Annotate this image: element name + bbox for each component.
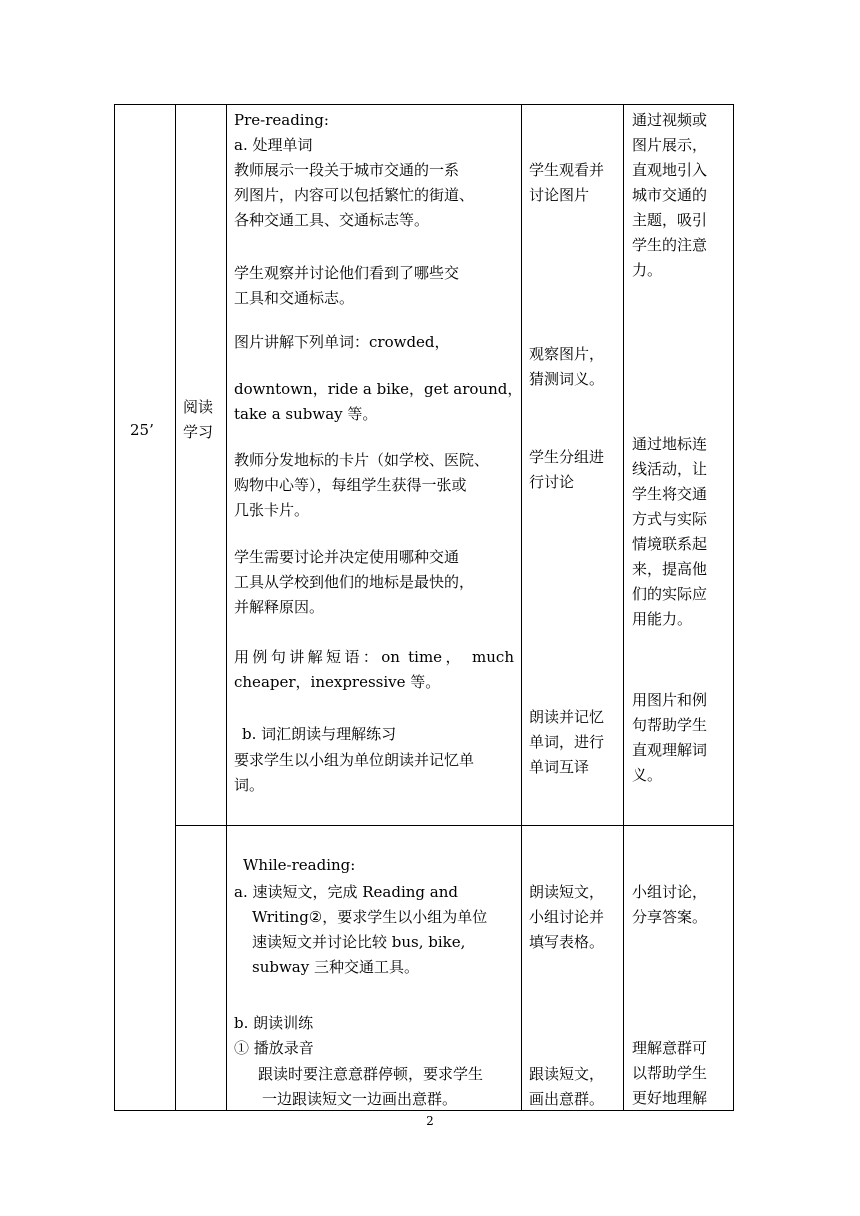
student-activity: 朗读并记忆 单词，进行 单词互译 bbox=[529, 708, 605, 776]
student-activity: 学生观看并 讨论图片 bbox=[529, 161, 605, 204]
column-divider bbox=[623, 104, 624, 1111]
pre-reading-paragraph: downtown，ride a bike，get around， take a subway 等。 bbox=[234, 380, 523, 423]
design-purpose: 理解意群可 以帮助学生 更好地理解 bbox=[632, 1039, 708, 1107]
while-reading-b-title: b. 朗读训练 bbox=[234, 1014, 314, 1032]
column-divider bbox=[175, 104, 176, 1111]
pre-reading-paragraph: 图片讲解下列单词：crowded， bbox=[234, 333, 450, 351]
design-purpose: 用图片和例 句帮助学生 直观理解词 义。 bbox=[632, 691, 708, 784]
student-activity: 观察图片， 猜测词义。 bbox=[529, 345, 605, 388]
duration-cell: 25’ bbox=[130, 421, 154, 439]
table-top-border bbox=[114, 104, 734, 105]
row-divider bbox=[175, 825, 734, 826]
column-divider bbox=[226, 104, 227, 1111]
student-activity: 跟读短文， 画出意群。 bbox=[529, 1065, 605, 1108]
design-purpose: 小组讨论， 分享答案。 bbox=[632, 883, 708, 926]
stage-label: 阅读 学习 bbox=[183, 398, 214, 441]
while-reading-c1-title: ① 播放录音 bbox=[234, 1039, 314, 1057]
table-left-border bbox=[114, 104, 115, 1111]
design-purpose: 通过视频或 图片展示， 直观地引入 城市交通的 主题，吸引 学生的注意 力。 bbox=[632, 111, 708, 279]
while-reading-a: a. 速读短文，完成 Reading and Writing②，要求学生以小组为单位 速读短文并讨论比较 bus, bike, subway 三种交通工具。 bbox=[234, 883, 488, 976]
pre-reading-paragraph: 要求学生以小组为单位朗读并记忆单 词。 bbox=[234, 751, 475, 794]
while-reading-c1: 跟读时要注意意群停顿，要求学生 一边跟读短文一边画出意群。 bbox=[258, 1065, 484, 1108]
pre-reading-paragraph: 教师分发地标的卡片（如学校、医院、 购物中心等），每组学生获得一张或 几张卡片。 bbox=[234, 451, 490, 519]
pre-reading-paragraph: 教师展示一段关于城市交通的一系 列图片，内容可以包括繁忙的街道、 各种交通工具、交通标志等。 bbox=[234, 161, 475, 229]
student-activity: 学生分组进 行讨论 bbox=[529, 448, 605, 491]
table-right-border bbox=[733, 104, 734, 1111]
page-number: 2 bbox=[426, 1114, 434, 1128]
design-purpose: 通过地标连 线活动，让 学生将交通 方式与实际 情境联系起 来，提高他 们的实际应 用能力。 bbox=[632, 435, 708, 628]
pre-reading-b-title: b. 词汇朗读与理解练习 bbox=[242, 725, 397, 743]
column-divider bbox=[521, 104, 522, 1111]
pre-reading-heading: Pre-reading: bbox=[234, 111, 329, 129]
pre-reading-a-title: a. 处理单词 bbox=[234, 136, 313, 154]
pre-reading-paragraph: 学生观察并讨论他们看到了哪些交 工具和交通标志。 bbox=[234, 264, 460, 307]
while-reading-heading: While-reading: bbox=[243, 856, 356, 874]
pre-reading-paragraph: 学生需要讨论并决定使用哪种交通 工具从学校到他们的地标是最快的， 并解释原因。 bbox=[234, 548, 475, 616]
pre-reading-paragraph: 用例句讲解短语：on time， much cheaper，inexpressive 等。 bbox=[234, 648, 514, 691]
student-activity: 朗读短文， 小组讨论并 填写表格。 bbox=[529, 883, 605, 951]
